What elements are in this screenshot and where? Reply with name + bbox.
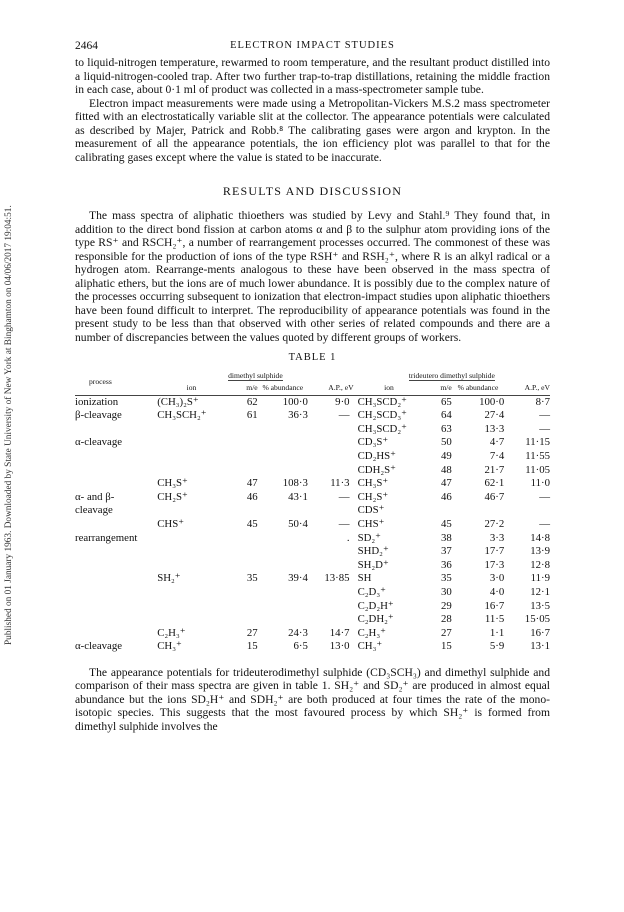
col-ion-1: ion: [186, 382, 197, 392]
col-ion-2: ion: [384, 382, 394, 392]
cell-process: [75, 464, 157, 478]
cell-me-trideutero: 46: [440, 490, 452, 503]
cell-ap-dimethyl: —: [338, 517, 350, 530]
cell-ion-dimethyl: [157, 450, 226, 464]
table-row: [75, 600, 550, 614]
cell-ion-dimethyl: [157, 464, 226, 478]
table-row: [75, 532, 550, 546]
col-process: process: [89, 377, 112, 386]
cell-ap-dimethyl: .: [346, 531, 350, 544]
table-row: [75, 518, 550, 532]
table-row: [75, 613, 550, 627]
cell-process: [75, 559, 157, 573]
cell-abundance-dimethyl: [258, 436, 308, 450]
cell-ion-dimethyl: CH₃⁺: [157, 640, 182, 653]
cell-me-trideutero: 48: [440, 463, 452, 476]
cell-process: cleavage: [75, 504, 113, 517]
cell-ion-trideutero: CH₂S⁺: [357, 490, 389, 503]
cell-ap-trideutero: 12·8: [530, 558, 550, 571]
cell-abundance-dimethyl: 100·0: [282, 395, 308, 408]
cell-ap-dimethyl: 13·85: [324, 572, 350, 585]
table-row: [75, 640, 550, 654]
cell-abundance-dimethyl: [258, 545, 308, 559]
cell-abundance-dimethyl: 108·3: [282, 477, 308, 490]
cell-ion-trideutero: CDH₂S⁺: [357, 463, 396, 476]
cell-abundance-trideutero: 7·4: [489, 449, 505, 462]
cell-abundance-dimethyl: 24·3: [288, 626, 308, 639]
cell-ion-dimethyl: CH₂S⁺: [157, 490, 188, 503]
cell-ap-trideutero: 13·9: [530, 545, 550, 558]
cell-me-trideutero: 45: [440, 517, 452, 530]
cell-abundance-dimethyl: 43·1: [288, 490, 308, 503]
cell-ion-dimethyl: [157, 586, 226, 600]
cell-process: α-cleavage: [75, 640, 123, 653]
table-row: [75, 627, 550, 641]
cell-me-trideutero: 38: [440, 531, 452, 544]
cell-process: [75, 477, 157, 491]
cell-ap-dimethyl: 13·0: [329, 640, 350, 653]
section-heading: RESULTS AND DISCUSSION: [222, 184, 403, 198]
cell-me-trideutero: 15: [440, 640, 452, 653]
cell-me-trideutero: 63: [440, 422, 452, 435]
cell-process: [75, 627, 157, 641]
table-caption: TABLE 1: [288, 352, 337, 363]
table-row: [75, 409, 550, 423]
cell-ion-trideutero: SH: [357, 572, 372, 585]
cell-me-trideutero: 50: [440, 436, 452, 449]
cell-abundance-dimethyl: [258, 532, 308, 546]
cell-abundance-trideutero: 17·7: [484, 545, 505, 558]
table-body: [75, 395, 550, 654]
col-me-1: m/e: [246, 382, 258, 392]
col-me-2: m/e: [440, 382, 452, 392]
cell-ap-trideutero: —: [539, 422, 550, 435]
paper-page: [75, 40, 550, 733]
col-ap-1: A.P., eV: [328, 382, 354, 392]
cell-ion-dimethyl: [157, 559, 226, 573]
cell-ion-trideutero: C₂DH₂⁺: [357, 613, 394, 626]
cell-ion-dimethyl: [157, 600, 226, 614]
cell-ion-trideutero: CH₃SCD₂⁺: [357, 395, 407, 408]
cell-ap-dimethyl: [308, 423, 354, 437]
cell-me-dimethyl: 35: [246, 572, 258, 585]
cell-abundance-trideutero: 4·7: [489, 436, 505, 449]
cell-me-dimethyl: [226, 423, 258, 437]
cell-ap-trideutero: 15·05: [524, 613, 550, 626]
cell-ap-dimethyl: [308, 545, 354, 559]
cell-ap-dimethyl: 14·7: [329, 626, 350, 639]
table-row: [75, 436, 550, 450]
cell-abundance-dimethyl: [258, 600, 308, 614]
cell-ion-dimethyl: CHS⁺: [157, 517, 184, 530]
cell-ap-dimethyl: [308, 559, 354, 573]
cell-ap-trideutero: 11·05: [525, 463, 550, 476]
cell-ap-dimethyl: —: [338, 490, 350, 503]
cell-abundance-trideutero: 1·1: [489, 626, 505, 639]
paragraph-continuation: to liquid-nitrogen temperature, rewarmed to room temperature, and the resultant product distilled into a liquid-nitrogen-cooled trap. After two further trap-to-trap distillations, retaining the middle fraction in each case, about 0·1 ml of product was collected in a mass-spectrometer sample tube.: [75, 56, 550, 96]
cell-me-dimethyl: 45: [246, 517, 258, 530]
cell-abundance-dimethyl: 36·3: [288, 409, 308, 422]
cell-ion-trideutero: CH₂SCD₃⁺: [357, 409, 407, 422]
cell-me-dimethyl: [226, 586, 258, 600]
table-row: [75, 450, 550, 464]
cell-abundance-trideutero: 27·2: [484, 517, 505, 530]
cell-ion-dimethyl: [157, 613, 226, 627]
cell-me-dimethyl: [226, 464, 258, 478]
cell-me-dimethyl: 15: [246, 640, 258, 653]
cell-ion-dimethyl: (CH₃)₂S⁺: [157, 395, 199, 408]
cell-me-dimethyl: [226, 600, 258, 614]
cell-ap-trideutero: —: [539, 517, 550, 530]
page-number: 2464: [75, 40, 98, 52]
cell-me-trideutero: [424, 504, 451, 518]
cell-process: [75, 600, 157, 614]
cell-ap-trideutero: 8·7: [535, 395, 550, 408]
cell-process: [75, 423, 157, 437]
cell-ion-dimethyl: [157, 423, 226, 437]
cell-ap-trideutero: —: [539, 490, 550, 503]
cell-ion-trideutero: CDS⁺: [357, 504, 385, 517]
cell-ion-trideutero: CH₃S⁺: [357, 477, 389, 490]
cell-abundance-trideutero: 13·3: [484, 422, 505, 435]
cell-abundance-trideutero: 4·0: [489, 585, 505, 598]
cell-abundance-trideutero: 3·3: [489, 531, 505, 544]
cell-ap-trideutero: 16·7: [530, 626, 550, 639]
cell-ap-trideutero: 13·5: [530, 599, 550, 612]
cell-abundance-dimethyl: [258, 450, 308, 464]
cell-ion-trideutero: CD₃S⁺: [357, 436, 389, 449]
cell-ap-dimethyl: [308, 464, 354, 478]
cell-abundance-dimethyl: [258, 464, 308, 478]
cell-process: [75, 572, 157, 586]
cell-me-trideutero: 29: [440, 599, 452, 612]
cell-ion-trideutero: SH₂D⁺: [357, 558, 389, 571]
cell-process: rearrangement: [75, 531, 138, 544]
cell-me-dimethyl: 46: [246, 490, 258, 503]
cell-ap-trideutero: 11·0: [530, 477, 550, 490]
cell-me-trideutero: 37: [440, 545, 452, 558]
cell-me-trideutero: 35: [440, 572, 452, 585]
cell-abundance-dimethyl: [258, 423, 308, 437]
cell-me-trideutero: 30: [440, 585, 452, 598]
cell-process: [75, 613, 157, 627]
cell-me-dimethyl: [226, 436, 258, 450]
cell-process: α-cleavage: [75, 436, 123, 449]
cell-me-dimethyl: 27: [246, 626, 258, 639]
cell-ap-dimethyl: [308, 613, 354, 627]
table-row: [75, 491, 550, 505]
cell-process: [75, 450, 157, 464]
cell-abundance-trideutero: 27·4: [484, 409, 505, 422]
cell-process: α- and β-: [75, 490, 115, 503]
cell-abundance-dimethyl: 39·4: [288, 572, 308, 585]
cell-ap-dimethyl: 11·3: [330, 477, 350, 490]
cell-ap-dimethyl: [308, 504, 354, 518]
cell-me-trideutero: 49: [440, 449, 452, 462]
cell-ap-dimethyl: [308, 436, 354, 450]
col-abundance-1: % abundance: [262, 382, 304, 392]
cell-process: [75, 518, 157, 532]
cell-ion-trideutero: SD₂⁺: [357, 531, 381, 544]
cell-ap-trideutero: 13·1: [530, 640, 550, 653]
cell-abundance-dimethyl: [258, 613, 308, 627]
cell-me-trideutero: 36: [440, 558, 452, 571]
download-notice-text: Published on 01 January 1963. Downloaded by State University of New York at Binghamton on 04/06/2017 19:04:51.: [4, 205, 14, 645]
cell-abundance-dimethyl: [258, 504, 308, 518]
cell-ap-dimethyl: [308, 450, 354, 464]
cell-abundance-trideutero: 62·1: [484, 477, 505, 490]
cell-abundance-dimethyl: [258, 586, 308, 600]
cell-abundance-trideutero: 100·0: [479, 395, 505, 408]
cell-me-dimethyl: [226, 504, 258, 518]
paragraph-results: The mass spectra of aliphatic thioethers was studied by Levy and Stahl.⁹ They found that, in addition to the direct bond fission at carbon atoms α and β to the sulphur atom providing ions of the type RS⁺ and RSCH₂⁺, a number of rearrangement processes occurred. The commonest of these was responsible for the production of ions of the type RSH⁺ and RSH₂⁺, where R is an alkyl radical or a hydrogen atom. Rearrange-ments analogous to these have been observed in the mass spectra of aliphatic ethers, but the ions are of much lower abundance. It is possibly due to the complex nature of the processes occurring subsequent to ionization that electron-impact studies upon aliphatic thioethers have been found difficult to interpret. The reproducibility of appearance potentials was found in the present study to be less than that observed with other series of related compounds and there are a number of discrepancies between the values quoted by different groups of workers.: [75, 209, 550, 344]
cell-ap-trideutero: 11·15: [525, 436, 550, 449]
cell-ion-trideutero: C₂D₃⁺: [357, 585, 386, 598]
cell-ap-trideutero: 14·8: [530, 531, 550, 544]
paragraph-methods: Electron impact measurements were made using a Metropolitan-Vickers M.S.2 mass spectrometer fitted with an electrostatically variable slit at the collector. The appearance potentials were calculated as described by Majer, Patrick and Robb.⁸ The calibrating gases were argon and krypton. In the measurement of all the appearance potentials, the ion efficiency plot was parallel to that for the calibrating gases except where the value is stated to be inaccurate.: [75, 96, 550, 164]
cell-ion-dimethyl: [157, 504, 226, 518]
table-row: [75, 395, 550, 409]
table-row: [75, 545, 550, 559]
cell-abundance-trideutero: 46·7: [484, 490, 505, 503]
cell-me-trideutero: 47: [440, 477, 452, 490]
cell-ion-dimethyl: [157, 545, 226, 559]
cell-ap-trideutero: —: [539, 409, 550, 422]
cell-ion-trideutero: CD₂HS⁺: [357, 449, 396, 462]
cell-me-trideutero: 64: [440, 409, 452, 422]
running-header: [75, 40, 550, 56]
paragraph-discussion: The appearance potentials for trideuterodimethyl sulphide (CD₃SCH₃) and dimethyl sulphide and comparison of their mass spectra are given in table 1. SH₂⁺ and SD₂⁺ are produced in almost equal abundance but the ions SD₂H⁺ and SDH₂⁺ are both produced at four times the rate of the mono-isotopic species. This suggests that the most favoured process by which SH₂⁺ is formed from dimethyl sulphide involves the: [75, 665, 550, 733]
group-dimethyl: dimethyl sulphide: [228, 371, 283, 380]
cell-abundance-trideutero: 5·9: [489, 640, 505, 653]
table-row: [75, 504, 550, 518]
cell-ion-dimethyl: SH₂⁺: [157, 572, 181, 585]
cell-me-trideutero: 27: [440, 626, 452, 639]
cell-abundance-trideutero: 3·0: [489, 572, 505, 585]
cell-me-dimethyl: [226, 450, 258, 464]
mass-spectra-table: [75, 369, 550, 654]
cell-ap-dimethyl: 9·0: [335, 395, 350, 408]
cell-abundance-dimethyl: 50·4: [288, 517, 308, 530]
cell-abundance-trideutero: 17·3: [484, 558, 505, 571]
cell-ap-dimethyl: [308, 600, 354, 614]
table-row: [75, 464, 550, 478]
group-trideutero: trideutero dimethyl sulphide: [408, 371, 495, 380]
cell-ap-dimethyl: —: [338, 409, 350, 422]
cell-me-dimethyl: 62: [246, 395, 258, 408]
cell-me-dimethyl: [226, 532, 258, 546]
cell-ap-trideutero: 12·1: [530, 585, 550, 598]
cell-process: ionization: [75, 395, 119, 408]
cell-ap-dimethyl: [308, 586, 354, 600]
cell-abundance-dimethyl: [258, 559, 308, 573]
cell-abundance-trideutero: 11·5: [484, 613, 505, 626]
running-title: ELECTRON IMPACT STUDIES: [230, 40, 395, 51]
cell-ion-trideutero: C₂H₃⁺: [357, 626, 386, 639]
cell-me-trideutero: 65: [440, 395, 452, 408]
cell-ap-trideutero: [504, 504, 550, 518]
cell-me-trideutero: 28: [440, 613, 452, 626]
table-row: [75, 423, 550, 437]
table-row: [75, 477, 550, 491]
cell-me-dimethyl: [226, 559, 258, 573]
table-row: [75, 586, 550, 600]
cell-process: [75, 586, 157, 600]
table-row: [75, 559, 550, 573]
cell-ap-trideutero: 11·55: [525, 449, 550, 462]
cell-abundance-dimethyl: 6·5: [293, 640, 308, 653]
cell-me-dimethyl: [226, 613, 258, 627]
cell-process: [75, 545, 157, 559]
cell-abundance-trideutero: [452, 504, 505, 518]
cell-me-dimethyl: 47: [246, 477, 258, 490]
col-ap-2: A.P., eV: [524, 382, 550, 392]
cell-ion-trideutero: CH₃SCD₂⁺: [357, 422, 407, 435]
cell-ion-trideutero: SHD₂⁺: [357, 545, 389, 558]
cell-process: β-cleavage: [75, 409, 122, 422]
cell-me-dimethyl: [226, 545, 258, 559]
cell-ion-trideutero: C₂D₂H⁺: [357, 599, 394, 612]
cell-ion-dimethyl: C₂H₃⁺: [157, 626, 186, 639]
cell-ion-dimethyl: [157, 532, 226, 546]
cell-ion-dimethyl: CH₃S⁺: [157, 477, 188, 490]
cell-ion-dimethyl: CH₃SCH₂⁺: [157, 409, 207, 422]
cell-ap-trideutero: 11·9: [530, 572, 550, 585]
download-notice: [4, 45, 18, 645]
cell-ion-trideutero: CHS⁺: [357, 517, 385, 530]
col-abundance-2: % abundance: [457, 382, 499, 392]
cell-abundance-trideutero: 16·7: [484, 599, 505, 612]
cell-ion-trideutero: CH₃⁺: [357, 640, 383, 653]
table-row: [75, 572, 550, 586]
cell-abundance-trideutero: 21·7: [484, 463, 505, 476]
cell-ion-dimethyl: [157, 436, 226, 450]
cell-me-dimethyl: 61: [246, 409, 258, 422]
